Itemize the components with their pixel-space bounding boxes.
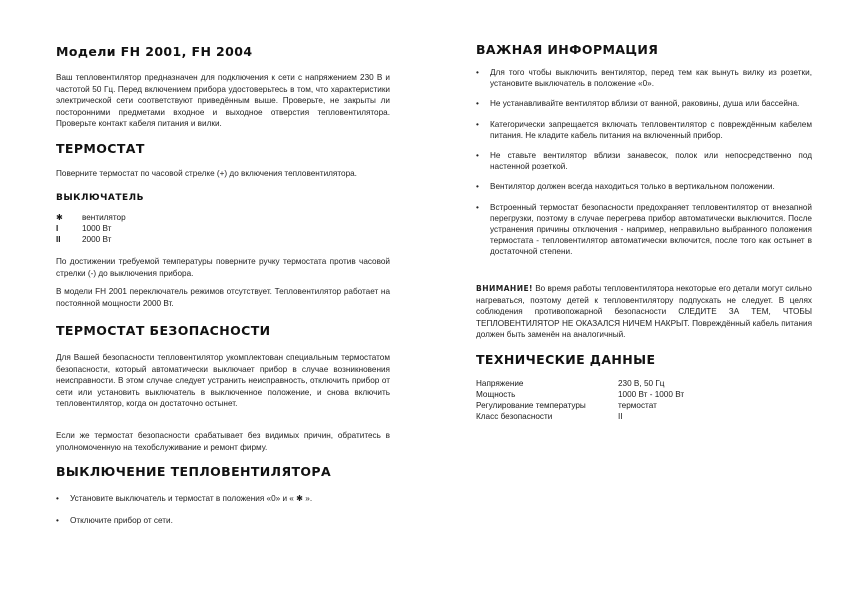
fan-icon: ✱ <box>56 213 63 222</box>
safety-contact-paragraph: Если же термостат безопасности срабатывает без видимых причин, обратитесь в уполномоченную на техобслуживание и ремонт фирму. <box>56 431 390 452</box>
switch-label: 1000 Вт <box>82 224 112 233</box>
warning-label: ВНИМАНИЕ! <box>476 284 533 293</box>
switch-label: вентилятор <box>82 213 126 222</box>
switch-symbol: II <box>56 235 61 244</box>
intro-paragraph: Ваш тепловентилятор предназначен для подключения к сети с напряжением 230 В и частотой 50 Гц. Перед включением прибора удостоверьтесь в том, что характеристики электрической сети соответствуют приведённым выше. Проверьте, не закрыты ли посторонними предметами входное и выходное отверстия тепловентилятора. Проверьте контакт кабеля питания и вилки. <box>56 73 390 129</box>
switch-label: 2000 Вт <box>82 235 112 244</box>
temperature-paragraph: По достижении требуемой температуры поверните ручку термостата против часовой стрелки (-) до выключения прибора. <box>56 257 390 278</box>
spec-row: Напряжение 230 В, 50 Гц <box>476 379 665 388</box>
switch-row <box>56 234 111 245</box>
spec-row: Регулирование температуры термостат <box>476 401 657 410</box>
important-info-heading: ВАЖНАЯ ИНФОРМАЦИЯ <box>476 42 659 57</box>
tech-data-heading: ТЕХНИЧЕСКИЕ ДАННЫЕ <box>476 352 656 367</box>
list-item: • Установите выключатель и термостат в положения «0» и « ✱ ». <box>56 494 313 503</box>
model-note-paragraph: В модели FH 2001 переключатель режимов отсутствует. Тепловентилятор работает на постоянной мощности 2000 Вт. <box>56 287 390 308</box>
list-item: • Не устанавливайте вентилятор вблизи от ванной, раковины, душа или бассейна. <box>476 99 800 109</box>
switch-symbol: I <box>56 224 59 233</box>
spec-row: Класс безопасности II <box>476 412 623 421</box>
thermostat-heading: ТЕРМОСТАТ <box>56 141 145 156</box>
safety-paragraph: Для Вашей безопасности тепловентилятор укомплектован специальным термостатом безопасности, который автоматически выключает прибор в случае возникновения неисправности. В этом случае следует устранить неисправность, отключить прибор от сети или установить выключатель в выключенное положение, и снова включить тепловентилятор, когда он достаточно остынет. <box>56 353 390 409</box>
thermostat-text: Поверните термостат по часовой стрелке (+) до включения тепловентилятора. <box>56 169 357 178</box>
shutdown-heading: ВЫКЛЮЧЕНИЕ ТЕПЛОВЕНТИЛЯТОРА <box>56 464 332 479</box>
switch-heading: ВЫКЛЮЧАТЕЛЬ <box>56 193 144 203</box>
switch-row <box>56 212 126 223</box>
list-item: • Для того чтобы выключить вентилятор, перед тем как вынуть вилку из розетки, установите выключатель в положение «0». <box>476 68 812 89</box>
switch-row <box>56 223 111 234</box>
spec-row: Мощность 1000 Вт - 1000 Вт <box>476 390 685 399</box>
list-item: • Не ставьте вентилятор вблизи занавесок, полок или непосредственно под настенной розеткой. <box>476 151 812 172</box>
safety-thermostat-heading: ТЕРМОСТАТ БЕЗОПАСНОСТИ <box>56 323 271 338</box>
warning-paragraph: ВНИМАНИЕ! Во время работы тепловентилятора некоторые его детали могут сильно нагреваться, поэтому детей к тепловентилятору подпускать не следует. В целях соблюдения противопожарной безопасности СЛЕДИТЕ ЗА ТЕМ, ЧТОБЫ ТЕПЛОВЕНТИЛЯТОР НЕ ОКАЗАЛСЯ НИЧЕМ НАКРЫТ. Повреждённый кабель питания должен быть заменён на аналогичный. <box>476 284 812 340</box>
list-item: • Отключите прибор от сети. <box>56 516 173 526</box>
models-title: Модели FH 2001, FH 2004 <box>56 44 253 59</box>
shutdown-list <box>56 493 312 526</box>
important-list <box>476 67 812 258</box>
list-item: • Вентилятор должен всегда находиться только в вертикальном положении. <box>476 182 775 192</box>
list-item: • Встроенный термостат безопасности предохраняет тепловентилятор от внезапной перегрузки, поэтому в случае перегрева прибор автоматически выключится. После устранения причины отключения - например, неправильно выбранного положения термостата - тепловентилятор автоматически включится, после того как остынет в достаточной степени. <box>476 202 812 257</box>
list-item: • Категорически запрещается включать тепловентилятор с повреждённым кабелем питания. Не кладите кабель питания на включенный прибор. <box>476 119 812 140</box>
